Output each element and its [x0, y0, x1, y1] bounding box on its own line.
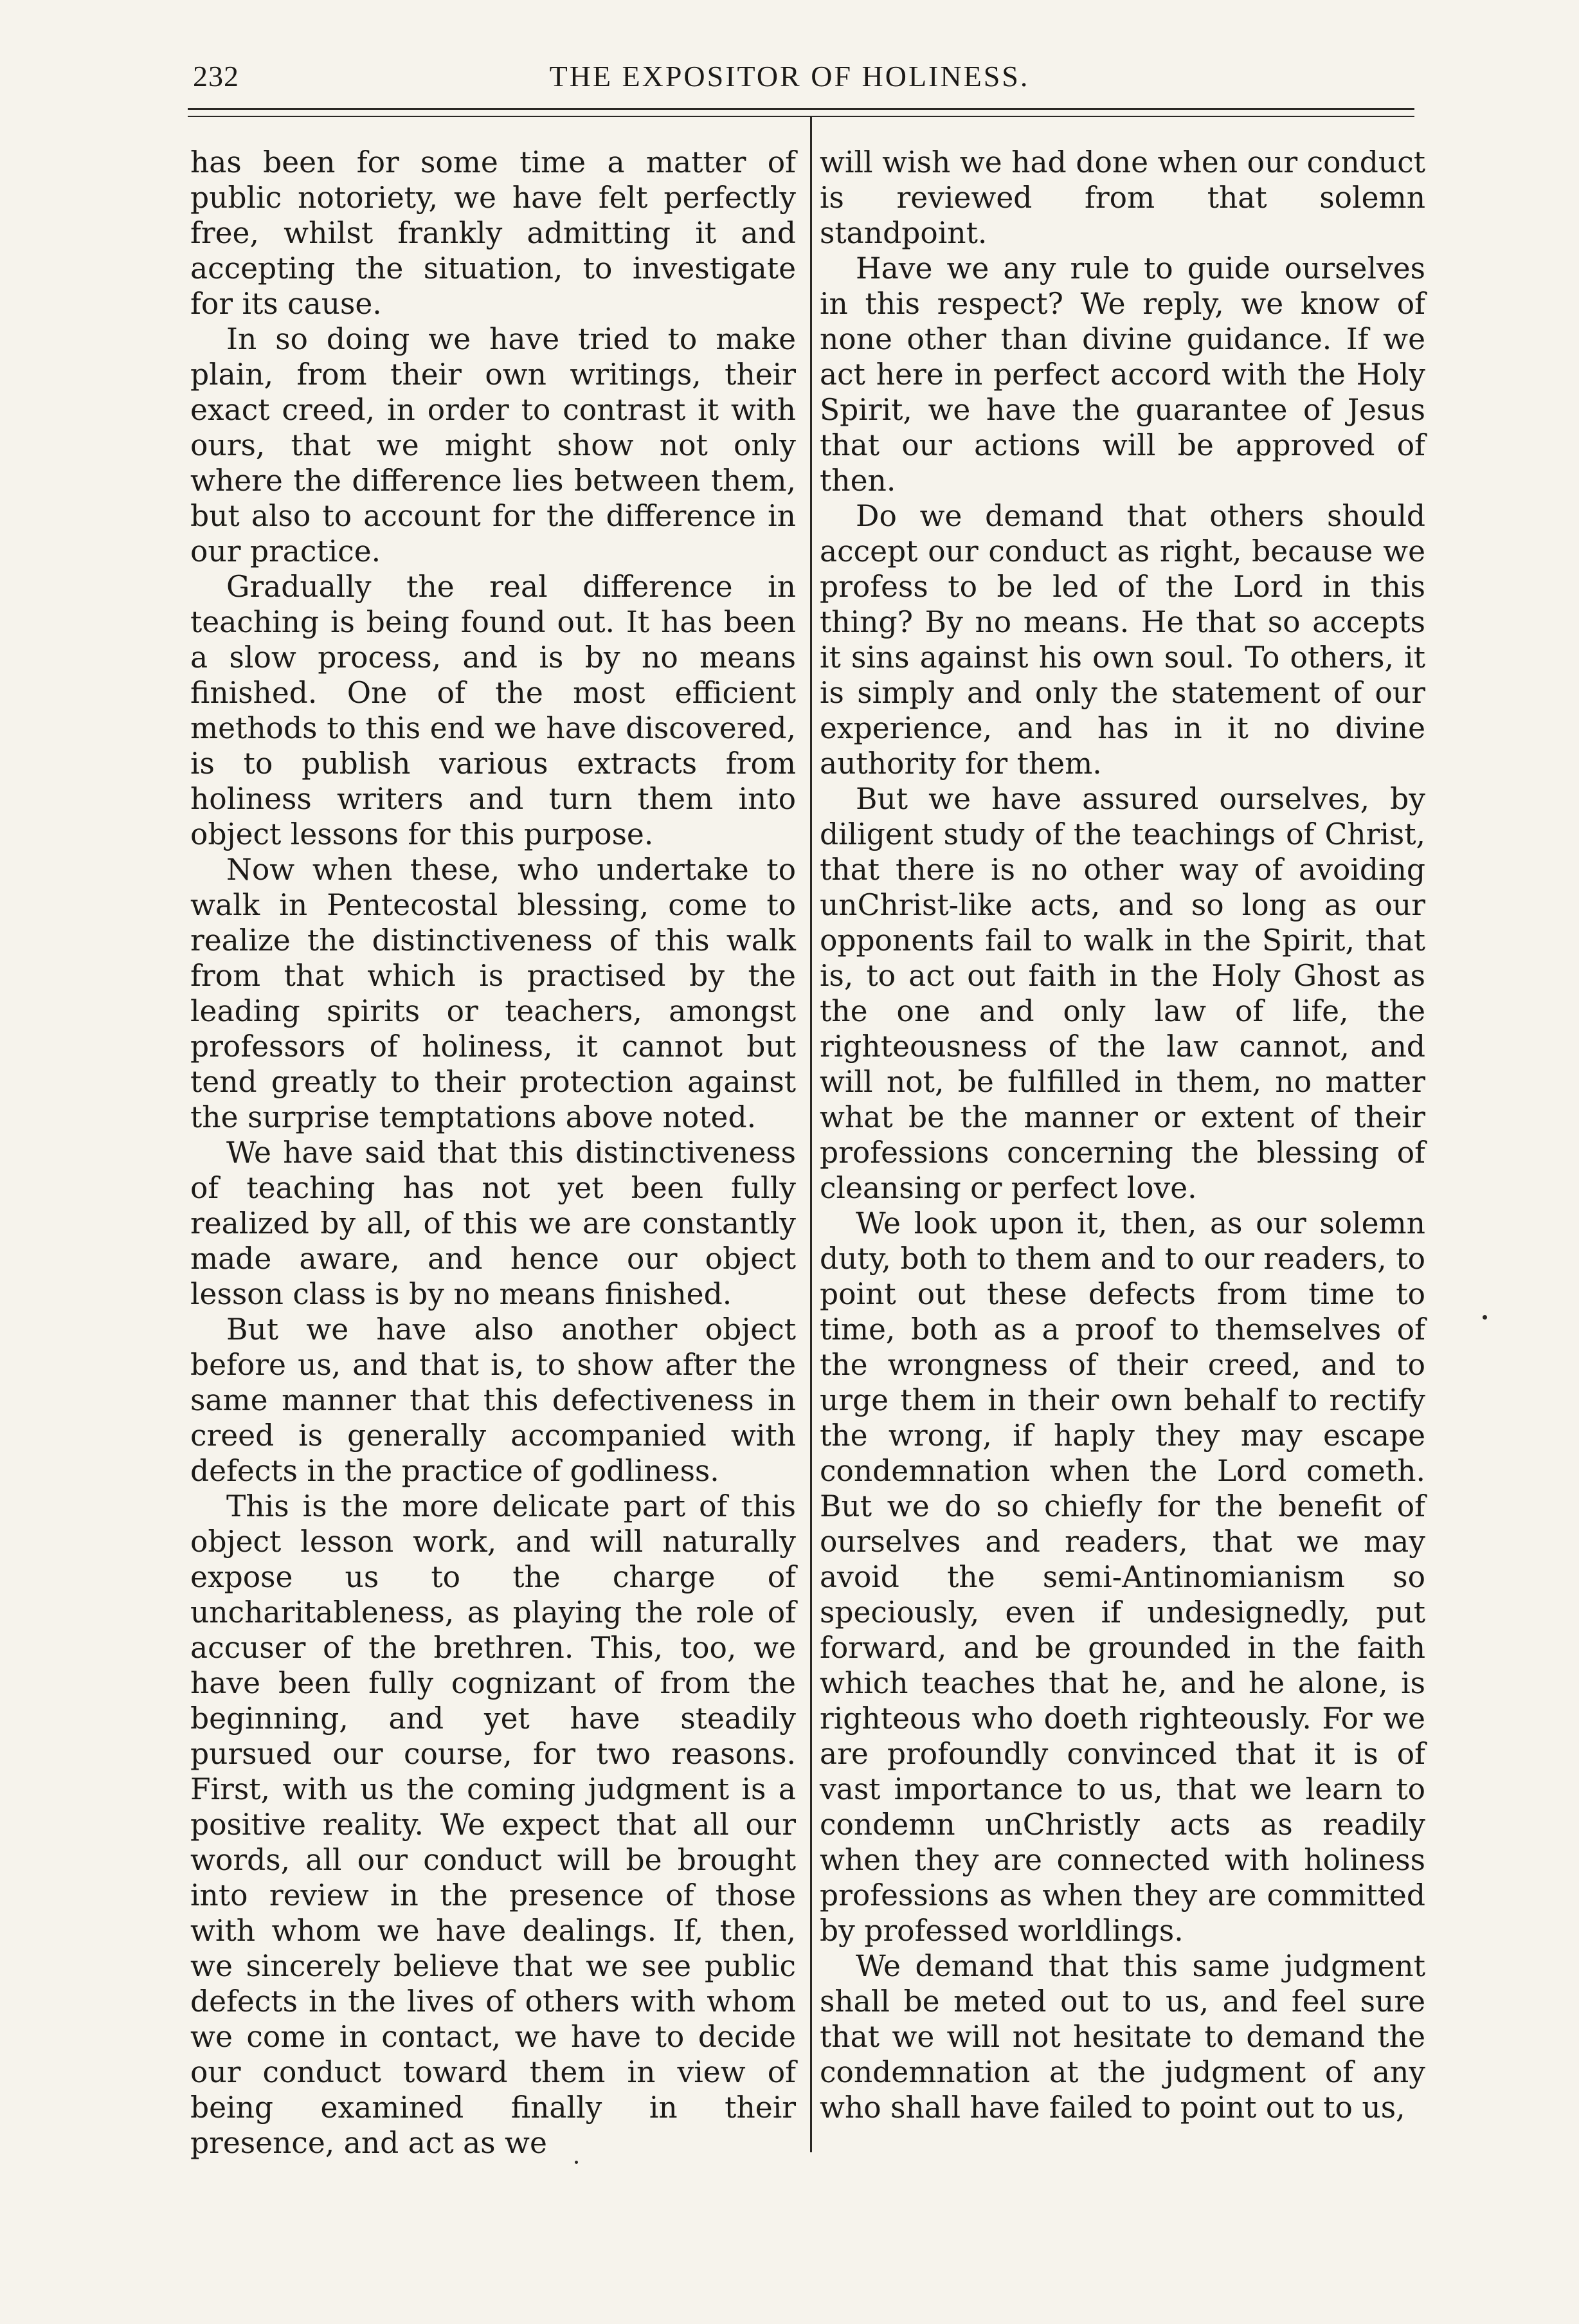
paragraph: Now when these, who undertake to walk in Pentecostal blessing, come to realize the distinctiveness of this walk from that which is practised by the leading spirits or teachers, amongst professors of holiness, it cannot but tend greatly to their protection against the surprise temptations above noted.: [190, 853, 796, 1134]
paragraph: But we have also another object before us, and that is, to show after the same manner that this defectiveness in creed is generally accompanied with defects in the practice of godliness.: [190, 1312, 796, 1488]
column-divider: [810, 117, 812, 2152]
paragraph: But we have assured ourselves, by diligent study of the teachings of Christ, that there is no other way of avoiding unChrist-like acts, and so long as our opponents fail to walk in the Spirit, that is, to act out faith in the Holy Ghost as the one and only law of life, the righteousness of the law cannot, and will not, be fulfilled in them, no matter what be the manner or extent of their professions concerning the blessing of cleansing or perfect love.: [820, 782, 1425, 1205]
header-rule-top: [188, 108, 1414, 110]
paragraph: has been for some time a matter of public notoriety, we have felt perfectly free, whilst frankly admitting it and accepting the situation, to investigate for its cause.: [190, 145, 796, 321]
paragraph: This is the more delicate part of this object lesson work, and will naturally expose us to the charge of uncharitableness, as playing the role of accuser of the brethren. This, too, we have been fully cognizant of from the beginning, and yet have steadily pursued our course, for two reasons. First, with us the coming judgment is a positive reality. We expect that all our words, all our conduct will be brought into review in the presence of those with whom we have dealings. If, then, we sincerely believe that we see public defects in the lives of others with whom we come in contact, we have to decide our conduct toward them in view of being examined finally in their presence, and act as we: [190, 1489, 796, 2160]
paragraph: Gradually the real difference in teaching is being found out. It has been a slow process, and is by no means finished. One of the most efficient methods to this end we have discovered, is to publish various extracts from holiness writers and turn them into object lessons for this purpose.: [190, 570, 796, 851]
paragraph: Do we demand that others should accept our conduct as right, because we profess to be led of the Lord in this thing? By no means. He that so accepts it sins against his own soul. To others, it is simply and only the statement of our experience, and has in it no divine authority for them.: [820, 499, 1425, 781]
paragraph: In so doing we have tried to make plain, from their own writings, their exact creed, in order to contrast it with ours, that we might show not only where the difference lies between them, but also to account for the difference in our practice.: [190, 322, 796, 568]
paragraph: Have we any rule to guide ourselves in this respect? We reply, we know of none other than divine guidance. If we act here in perfect accord with the Holy Spirit, we have the guarantee of Jesus that our actions will be approved of then.: [820, 251, 1425, 498]
paragraph: We look upon it, then, as our solemn duty, both to them and to our readers, to point out these defects from time to time, both as a proof to themselves of the wrongness of their creed, and to urge them in their own behalf to rectify the wrong, if haply they may escape condemnation when the Lord cometh. But we do so chiefly for the benefit of ourselves and readers, that we may avoid the semi-Antinomianism so speciously, even if undesignedly, put forward, and be grounded in the faith which teaches that he, and he alone, is righteous who doeth righteously. For we are profoundly convinced that it is of vast importance to us, that we learn to condemn unChristly acts as readily when they are connected with holiness professions as when they are committed by professed worldlings.: [820, 1206, 1425, 1948]
running-title: THE EXPOSITOR OF HOLINESS.: [549, 60, 1030, 93]
right-column: [820, 145, 1425, 2125]
paragraph: will wish we had done when our conduct is reviewed from that solemn standpoint.: [820, 145, 1425, 250]
ink-speck: [575, 2161, 578, 2164]
page-number: 232: [193, 60, 239, 93]
ink-speck: [1483, 1315, 1487, 1320]
header-rule-bottom: [188, 116, 1414, 117]
paragraph: We have said that this distinctiveness of teaching has not yet been fully realized by all, of this we are constantly made aware, and hence our object lesson class is by no means finished.: [190, 1136, 796, 1311]
paragraph: We demand that this same judgment shall be meted out to us, and feel sure that we will not hesitate to demand the condemnation at the judgment of any who shall have failed to point out to us,: [820, 1949, 1425, 2125]
left-column: [190, 145, 796, 2161]
